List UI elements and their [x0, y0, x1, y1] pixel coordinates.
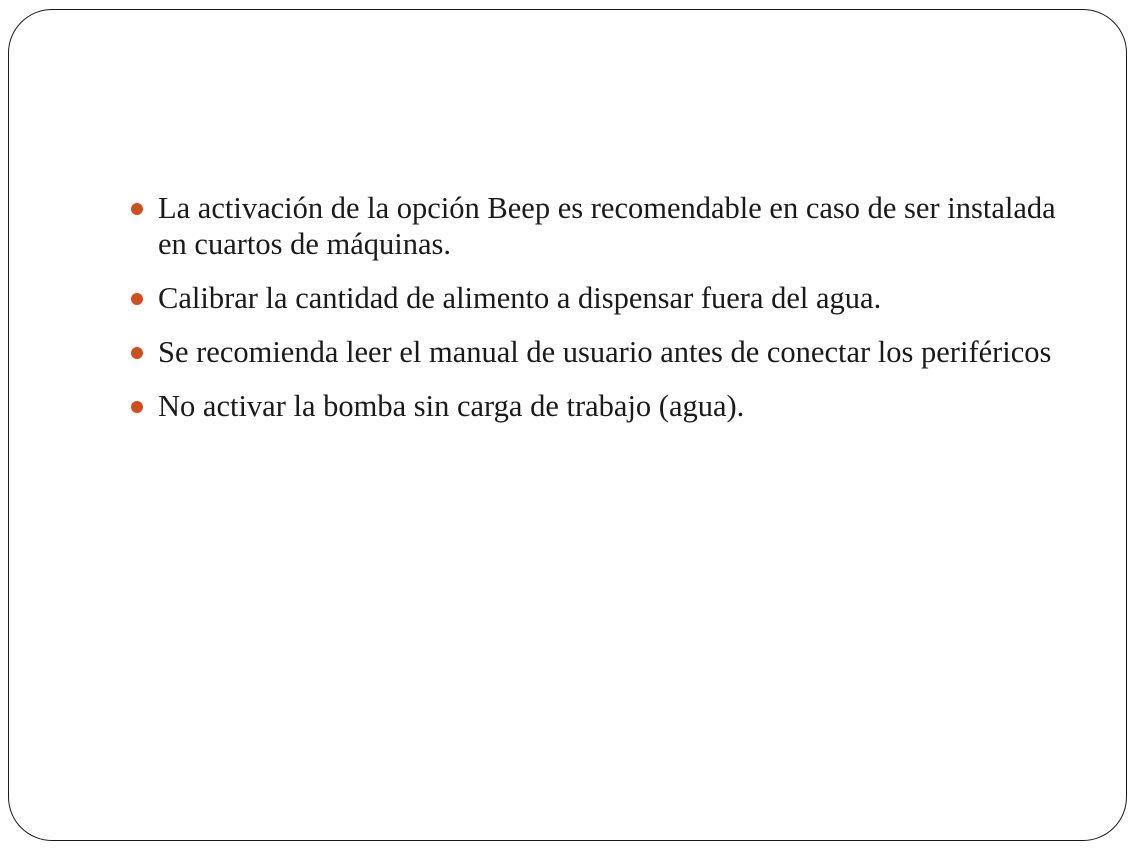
- bullet-text: No activar la bomba sin carga de trabajo (agua).: [158, 389, 745, 423]
- bullet-list: [128, 190, 1058, 424]
- bullet-dot-icon: [131, 401, 143, 413]
- slide-content: [128, 190, 1058, 442]
- bullet-item: [128, 280, 1058, 316]
- bullet-text: Se recomienda leer el manual de usuario antes de conectar los periféricos: [158, 335, 1052, 369]
- bullet-text: La activación de la opción Beep es recomendable en caso de ser instalada en cuartos de máquinas.: [158, 191, 1056, 261]
- bullet-text: Calibrar la cantidad de alimento a dispensar fuera del agua.: [158, 281, 882, 315]
- bullet-dot-icon: [131, 203, 143, 215]
- bullet-item: [128, 190, 1058, 262]
- bullet-dot-icon: [131, 293, 143, 305]
- bullet-item: [128, 334, 1058, 370]
- bullet-item: [128, 388, 1058, 424]
- bullet-dot-icon: [131, 347, 143, 359]
